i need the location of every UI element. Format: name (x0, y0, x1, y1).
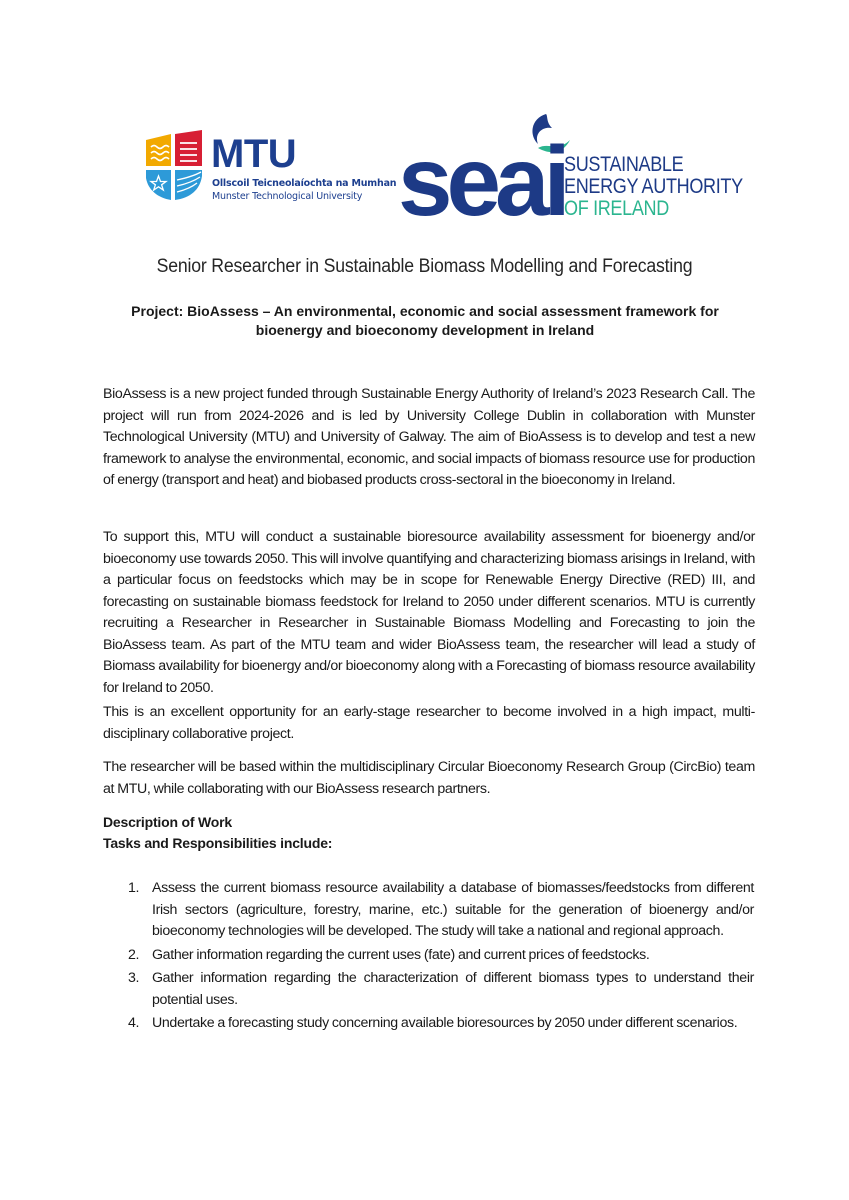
task-text: Assess the current biomass resource availability a database of biomasses/feedstocks from different Irish sectors (agriculture, forestry, marine, etc.) suitable for the generation of bioenergy and/or bioeconomy technologies will be developed. The study will take a national and regional approach. (152, 880, 754, 939)
seai-tagline-3: OF IRELAND (564, 197, 669, 220)
task-text: Undertake a forecasting study concerning available bioresources by 2050 under different scenarios. (152, 1015, 738, 1031)
paragraph-project-overview: BioAssess is a new project funded through Sustainable Energy Authority of Ireland’s 2023 Research Call. The project will run from 2024-2026 and is led by University College Dublin in collaboration with Munster Technological University (MTU) and University of Galway. The aim of BioAssess is to develop and test a new framework to analyse the environmental, economic, and social impacts of biomass resource use for production of energy (transport and heat) and biobased products cross-sectoral in the bioeconomy in Ireland. (103, 386, 755, 489)
task-item (128, 1013, 754, 1035)
task-number: 3. (128, 970, 140, 986)
mtu-english-name: Munster Technological University (212, 191, 363, 202)
task-item (128, 945, 754, 967)
task-text: Gather information regarding the characterization of different biomass types to understand their potential uses. (152, 970, 754, 1008)
mtu-irish-name: Ollscoil Teicneolaíochta na Mumhan (212, 178, 397, 189)
section-heading-tasks: Tasks and Responsibilities include: (103, 835, 333, 851)
section-heading-description: Description of Work (103, 814, 232, 830)
seai-wordmark: seai (398, 126, 565, 236)
seai-logo (398, 112, 760, 236)
task-text: Gather information regarding the current uses (fate) and current prices of feedstocks. (152, 946, 650, 963)
project-subtitle-line-2: bioenergy and bioeconomy development in Ireland (255, 322, 595, 338)
tasks-list (128, 878, 754, 1037)
mtu-shield-icon (144, 130, 204, 202)
seai-tagline-2: ENERGY AUTHORITY (564, 175, 743, 198)
task-number: 1. (128, 880, 140, 896)
paragraph-opportunity: This is an excellent opportunity for an early-stage researcher to become involved in a high impact, multi-disciplinary collaborative project. (103, 704, 755, 742)
task-number: 2. (128, 946, 140, 963)
project-subtitle-line-1: Project: BioAssess – An environmental, economic and social assessment framework for (131, 303, 719, 319)
project-subtitle (110, 302, 740, 340)
task-number: 4. (128, 1015, 140, 1031)
mtu-logo (144, 130, 397, 202)
mtu-wordmark: MTU (211, 132, 297, 176)
logo-header (140, 112, 760, 236)
task-item (128, 878, 754, 943)
paragraph-research-group: The researcher will be based within the multidisciplinary Circular Bioeconomy Research Group (CircBio) team at MTU, while collaborating with our BioAssess research partners. (103, 759, 755, 797)
page-title: Senior Researcher in Sustainable Biomass Modelling and Forecasting (156, 256, 693, 277)
paragraph-mtu-role: To support this, MTU will conduct a sustainable bioresource availability assessment for bioenergy and/or bioeconomy use towards 2050. This will involve quantifying and characterizing biomass arisings in Ireland, with a particular focus on feedstocks which may be in scope for Renewable Energy Directive (RED) III, and forecasting on sustainable biomass feedstock for Ireland to 2050 under different scenarios. MTU is currently recruiting a Researcher in Researcher in Sustainable Biomass Modelling and Forecasting to join the BioAssess team. As part of the MTU team and wider BioAssess team, the researcher will lead a study of Biomass availability for bioenergy and/or bioeconomy along with a Forecasting of biomass resource availability for Ireland to 2050. (103, 529, 755, 696)
task-item (128, 968, 754, 1011)
seai-tagline-1: SUSTAINABLE (564, 153, 684, 176)
